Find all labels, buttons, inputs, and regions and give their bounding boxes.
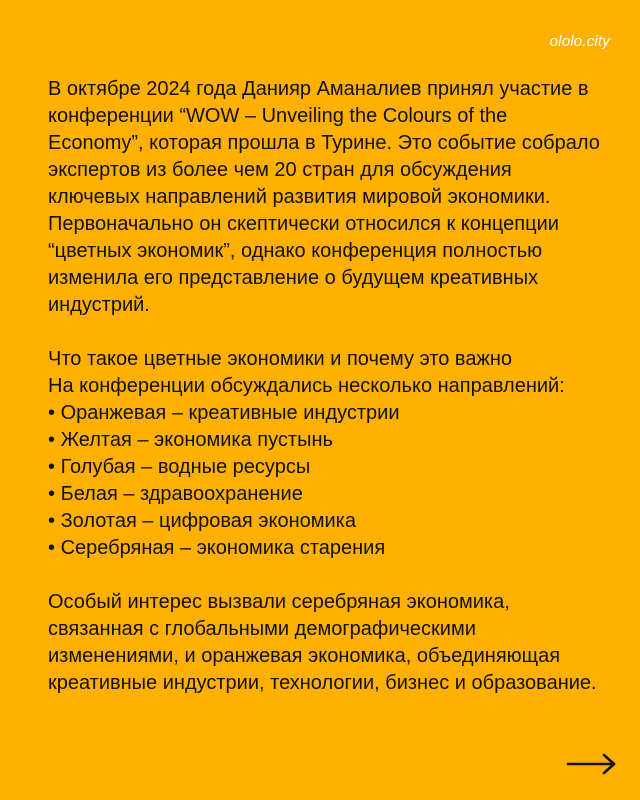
- brand-watermark: ololo.city: [549, 33, 610, 50]
- paragraph-spacer: [48, 562, 603, 589]
- list-item: • Голубая – водные ресурсы: [48, 454, 603, 481]
- economy-list: [48, 400, 603, 562]
- list-item: • Серебряная – экономика старения: [48, 535, 603, 562]
- section-lead: На конференции обсуждались несколько направлений:: [48, 375, 565, 397]
- list-item: • Золотая – цифровая экономика: [48, 508, 603, 535]
- section-heading: Что такое цветные экономики и почему это важно: [48, 348, 512, 370]
- arrow-right-icon[interactable]: [566, 752, 618, 776]
- paragraph-spacer: [48, 319, 603, 346]
- list-item: • Оранжевая – креативные индустрии: [48, 400, 603, 427]
- list-item: • Белая – здравоохранение: [48, 481, 603, 508]
- closing-paragraph: Особый интерес вызвали серебряная экономика, связанная с глобальными демографическими изменениями, и оранжевая экономика, объединяющая креативные индустрии, технологии, бизнес и образование.: [48, 591, 597, 694]
- article-body: [48, 76, 603, 697]
- list-item: • Желтая – экономика пустынь: [48, 427, 603, 454]
- intro-paragraph: В октябре 2024 года Данияр Аманалиев принял участие в конференции “WOW – Unveiling the Colours of the Economy”, которая прошла в Турине. Это событие собрало экспертов из более чем 20 стран для обсуждения ключевых направлений развития мировой экономики. Первоначально он скептически относился к концепции “цветных экономик”, однако конференция полностью изменила его представление о будущем креативных индустрий.: [48, 78, 600, 316]
